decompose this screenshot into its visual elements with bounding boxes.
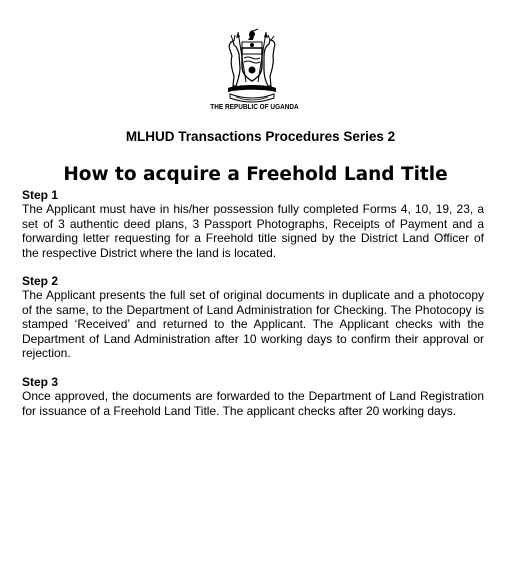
series-heading: MLHUD Transactions Procedures Series 2 xyxy=(125,129,396,144)
step-1-heading: Step 1 xyxy=(22,188,59,202)
step-3-body: Once approved, the documents are forwarded to the Department of Land Registration for issuance of a Freehold Land Title. The applicant checks after 20 working days. xyxy=(22,389,484,418)
page-title: How to acquire a Freehold Land Title xyxy=(63,164,448,185)
republic-caption: THE REPUBLIC OF UGANDA xyxy=(210,104,299,111)
uganda-coat-of-arms-icon xyxy=(224,28,280,104)
step-1-section xyxy=(22,188,484,260)
step-3-section xyxy=(22,375,484,418)
step-2-section xyxy=(22,274,484,361)
step-1-body: The Applicant must have in his/her possession fully completed Forms 4, 10, 19, 23, a set of 3 authentic deed plans, 3 Passport Photographs, Receipts of Payment and a forwarding letter requesting for a Freehold title signed by the District Land Officer of the respective District where the land is located. xyxy=(22,202,484,260)
step-3-heading: Step 3 xyxy=(22,375,59,389)
step-2-body: The Applicant presents the full set of original documents in duplicate and a photocopy of the same, to the Department of Land Administration for Checking. The Photocopy is stamped ‘Received’ and returned to the Applicant. The Applicant checks with the Department of Land Administration after 10 working days to confirm their approval or rejection. xyxy=(22,288,484,360)
step-2-heading: Step 2 xyxy=(22,274,59,288)
